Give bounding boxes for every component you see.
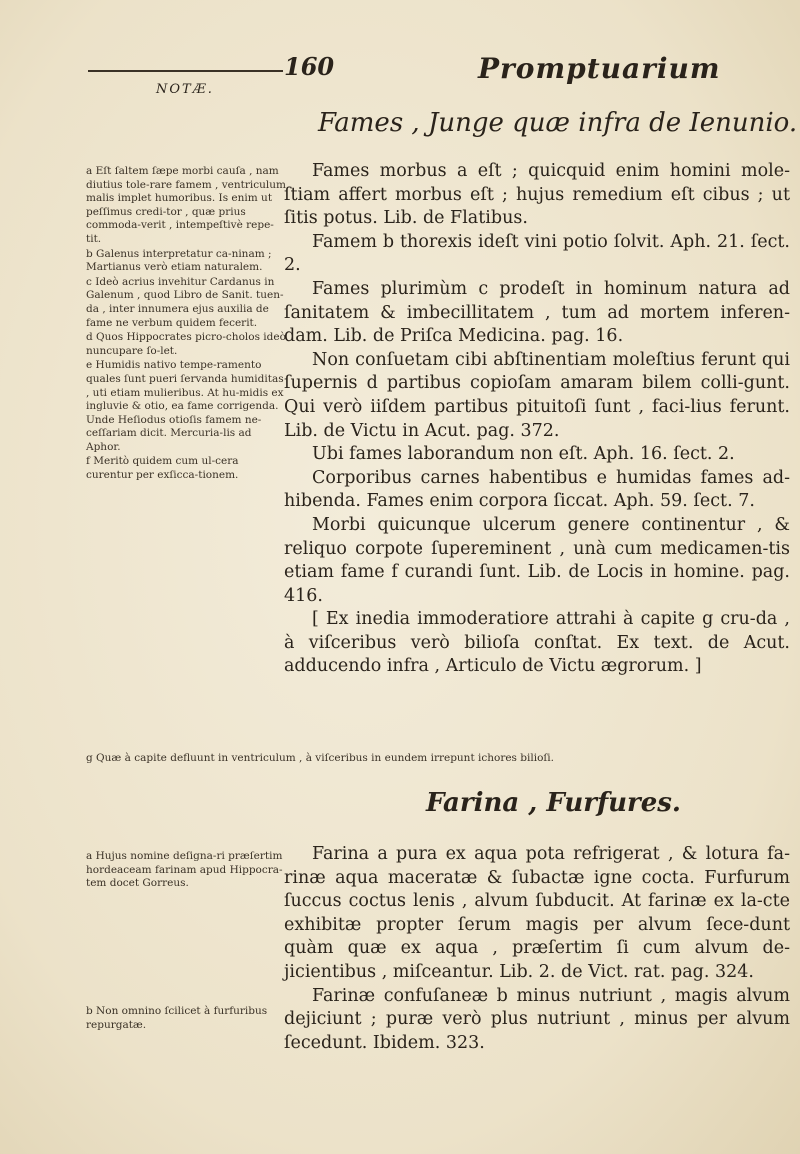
paragraph: Famem b thorexis ideſt vini potio ſolvit. Aph. 21. ſect. 2. — [284, 231, 790, 276]
margin-note: d Quos Hippocrates picro-cholos ideò nuncupare ſo-let. — [86, 331, 286, 357]
paragraph: Fames plurimùm c prodeſt in hominum natura ad ſanitatem & imbecillitatem , tum ad mortem inferen-dam. Lib. de Priſca Medicina. pag. 16. — [284, 278, 790, 347]
section-title-farina: Farina , Furfures. — [426, 788, 681, 818]
body-text-farina — [284, 843, 790, 1055]
footnote-full-width: g Quæ à capite defluunt in ventriculum , à viſceribus in eundem irrepunt ichores bilioſi. — [86, 752, 554, 764]
paragraph: Farinæ confuſaneæ b minus nutriunt , magis alvum dejiciunt ; puræ verò plus nutriunt , minus per alvum ſecedunt. Ibidem. 323. — [284, 985, 790, 1053]
page-header — [88, 52, 768, 97]
margin-note-farina-b: b Non omnino ſcilicet à furfuribus repurgatæ. — [86, 1005, 268, 1031]
margin-note: b Galenus interpretatur ca-ninam ; Martianus verò etiam naturalem. — [86, 247, 272, 274]
margin-note-farina-a: a Hujus nomine deſigna-ri præſertim hordeaceam farinam apud Hippocra-tem docet Gorreus. — [86, 850, 283, 890]
margin-note: e Humidis nativo tempe-ramento quales ſunt pueri ſervanda humiditas , uti etiam mulieribus. At hu-midis ex ingluvie & otio, ea fame corrigenda. Unde Heſiodus otioſis famem ne-ceſſariam dicit. Mercuria-lis ad Aphor. — [86, 359, 284, 453]
paragraph: [ Ex inedia immoderatiore attrahi à capite g cru-da , à viſceribus verò bilioſa conſtat. Ex text. de Acut. adducendo infra , Articulo de Victu ægrorum. ] — [284, 609, 790, 677]
paragraph: Corporibus carnes habentibus e humidas fames ad-hibenda. Fames enim corpora ſiccat. Aph. 59. ſect. 7. — [284, 467, 790, 512]
page-number: 160 — [284, 52, 335, 81]
body-text-fames — [284, 160, 790, 679]
section-title-fames: Fames , Junge quæ infra de Ienunio. — [318, 108, 798, 138]
running-head: Promptuarium — [478, 52, 721, 85]
margin-note: a Eſt ſaltem ſæpe morbi cauſa , nam diutius tole-rare famem , ventriculum malis implet humoribus. Is enim ut peſſimus credi-tor , quæ prius commoda-verit , intempeſtivè repe-tit. — [86, 165, 286, 245]
header-rule — [88, 70, 283, 72]
paragraph: Farina a pura ex aqua pota refrigerat , & lotura fa-rinæ aqua maceratæ & ſubactæ igne cocta. Furfurum ſuccus coctus lenis , alvum ſubducit. At farinæ ex la-ctе exhibitæ propter ſerum magis per alvum ſece-dunt quàm quæ ex aqua , præſertim ſi cum alvum de-jicientibus , miſceantur. Lib. 2. de Vict. rat. pag. 324. — [284, 844, 790, 982]
margin-notes-fames — [86, 165, 286, 484]
paragraph: Morbi quicunque ulcerum genere continentur , & reliquo corpote ſupereminent , unà cum medicamen-tis etiam fame f curandi ſunt. Lib. de Locis in homine. pag. 416. — [284, 514, 790, 606]
margin-note: c Ideò acrius invehitur Cardanus in Galenum , quod Libro de Sanit. tuen-da , inter innumera ejus auxilia de fame ne verbum quidem fecerit. — [86, 275, 284, 329]
paragraph: Fames morbus a eſt ; quicquid enim homini mole-ſtiam affert morbus eſt ; hujus remedium eſt cibus ; ut ſitis potus. Lib. de Flatibus. — [284, 161, 790, 229]
paragraph: Non conſuetam cibi abſtinentiam moleſtius ferunt qui ſupernis d partibus copioſam amaram bilem colli-gunt. Qui verò iiſdem partibus pituitoſi ſunt , faci-lius ferunt. Lib. de Victu in Acut. pag. 372. — [284, 349, 790, 441]
paragraph: Ubi fames laborandum non eſt. Aph. 16. ſect. 2. — [312, 444, 735, 465]
notes-heading: NOTÆ. — [156, 82, 214, 97]
margin-note: f Meritò quidem cum ul-cera curentur per exſicca-tionem. — [86, 455, 239, 482]
